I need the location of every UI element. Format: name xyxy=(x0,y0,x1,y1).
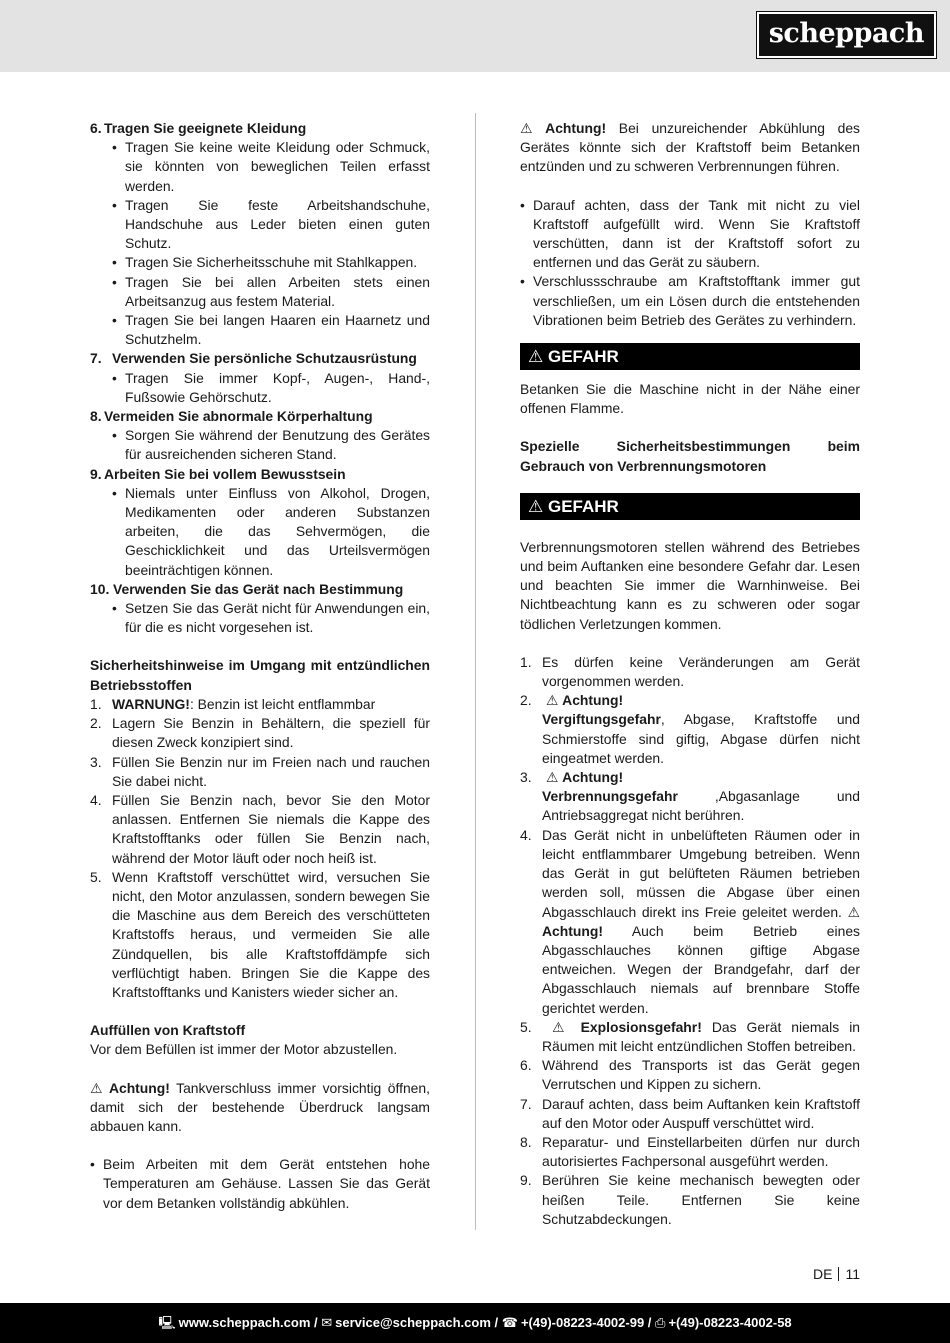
warning-triangle-icon: ⚠ xyxy=(528,496,544,516)
list-item: 7. Darauf achten, dass beim Auftanken kein Kraftstoff auf den Motor oder Auspuff verschüttet wird. xyxy=(520,1095,860,1131)
computer-icon: 🖳 xyxy=(158,1315,176,1330)
header-bar xyxy=(0,0,950,72)
attention-note: ⚠ Achtung! Tankverschluss immer vorsichtig öffnen, damit sich der bestehende Überdruck langsam abbauen kann. xyxy=(90,1079,430,1134)
phone-icon: ☎ xyxy=(501,1315,518,1330)
warning-triangle-icon: ⚠ xyxy=(542,1018,571,1035)
list-item: 8. Reparatur- und Einstellarbeiten dürfen nur durch autorisiertes Fachpersonal ausgeführt werden. xyxy=(520,1133,860,1170)
fax-icon: ⎙ xyxy=(655,1315,666,1330)
fuel-safety-heading: Sicherheitshinweise im Umgang mit entzündlichen Betriebsstoffen xyxy=(90,657,430,693)
list-item: • Niemals unter Einfluss von Alkohol, Drogen, Medikamenten oder anderen Substanzen arbeiten, die das Sehvermögen, die Geschicklichkeit und das Urteilsvermögen beeinträchtigen können. xyxy=(112,484,430,578)
list-item: • Sorgen Sie während der Benutzung des Gerätes für ausreichenden sicheren Stand. xyxy=(112,427,430,463)
list-item: 4. Das Gerät nicht in unbelüfteten Räumen oder in leicht entflammbarer Umgebung betreiben. Wenn das Gerät in gut belüfteten Räumen betrieben werden soll, müssen die Abgase über einen Abgasschlauch direkt ins Freie geleitet werden. ⚠ Achtung! Auch beim Betrieb eines Abgasschlauches können giftige Abgase entweichen. Wegen der Brandgefahr, darf der Abgasschlauch niemals auf brennbare Stoffe gerichtet werden. xyxy=(520,826,860,1016)
list-item: 2. ⚠ Achtung! Vergiftungsgefahr, Abgase, Kraftstoffe und Schmierstoffe sind giftig, Abgase dürfen nicht eingeatmet werden. xyxy=(520,692,860,766)
list-item: 3. Füllen Sie Benzin nur im Freien nach und rauchen Sie dabei nicht. xyxy=(90,753,430,789)
section-heading: 6. Tragen Sie geeignete Kleidung xyxy=(90,120,307,136)
page-number: DE 11 xyxy=(813,1266,860,1282)
section-heading: 8. Vermeiden Sie abnormale Körperhaltung xyxy=(90,408,373,425)
danger-text: Betanken Sie die Maschine nicht in der Nähe einer offenen Flamme. xyxy=(520,381,860,417)
mail-icon: ✉ xyxy=(321,1315,333,1330)
scheppach-logo: scheppach xyxy=(757,12,936,58)
list-item: • Tragen Sie feste Arbeitshandschuhe, Handschuhe aus Leder bieten einen guten Schutz. xyxy=(112,196,430,252)
list-item: • Tragen Sie keine weite Kleidung oder Schmuck, sie könnten von beweglichen Teilen erfasst werden. xyxy=(112,139,430,194)
refuel-text: Vor dem Befüllen ist immer der Motor abzustellen. xyxy=(90,1041,398,1058)
danger-banner: ⚠ GEFAHR xyxy=(520,493,860,520)
contact-bar xyxy=(0,1303,950,1343)
warning-triangle-icon: ⚠ xyxy=(520,120,533,136)
list-item: • Darauf achten, dass der Tank mit nicht zu viel Kraftstoff aufgefüllt wird. Wenn Sie Kraftstoff verschütten, dann ist der Kraftstoff sofort zu entfernen und das Gerät zu säubern. xyxy=(520,196,860,271)
danger-text: Verbrennungsmotoren stellen während des Betriebes und beim Auftanken eine besondere Gefahr dar. Lesen und beachten Sie immer die Warnhinweise. Bei Nichtbeachtung kann es zu schweren oder sogar tödlichen Verletzungen kommen. xyxy=(520,538,860,632)
list-item: 5. Wenn Kraftstoff verschüttet wird, versuchen Sie nicht, den Motor anzulassen, sondern bewegen Sie die Maschine aus dem Bereich des verschütteten Kraftstoffs heraus, und vermeiden Sie alle Zündquellen, bis alle Kraftstoffdämpfe sich verflüchtigt haben. Bringen Sie die Kappe des Kraftstofftanks und Kanisters wieder sicher an. xyxy=(90,868,430,1000)
email-link[interactable]: service@scheppach.com / xyxy=(335,1315,499,1330)
list-item: 4. Füllen Sie Benzin nach, bevor Sie den Motor anlassen. Entfernen Sie niemals die Kappe des Kraftstofftanks oder füllen Sie Benzin nach, während der Motor läuft oder noch heiß ist. xyxy=(90,791,430,866)
section-heading: 9. Arbeiten Sie bei vollem Bewusstsein xyxy=(90,465,346,482)
list-item: 6. Während des Transports ist das Gerät gegen Verrutschen und Kippen zu sichern. xyxy=(520,1057,860,1093)
list-item: • Tragen Sie Sicherheitsschuhe mit Stahlkappen. xyxy=(112,254,418,271)
list-item: 1. Es dürfen keine Veränderungen am Gerät vorgenommen werden. xyxy=(520,653,860,690)
list-item: • Setzen Sie das Gerät nicht für Anwendungen ein, für die es nicht vorgesehen ist. xyxy=(112,600,430,636)
section-heading: 10. Verwenden Sie das Gerät nach Bestimmung xyxy=(90,580,404,597)
list-item: • Tragen Sie bei langen Haaren ein Haarnetz und Schutzhelm. xyxy=(112,312,430,348)
right-column xyxy=(520,119,860,1229)
list-item: • Beim Arbeiten mit dem Gerät entstehen hohe Temperaturen am Gehäuse. Lassen Sie das Gerät vor dem Betanken vollständig abkühlen. xyxy=(90,1156,430,1211)
list-item: • Tragen Sie bei allen Arbeiten stets einen Arbeitsanzug aus festem Material. xyxy=(112,273,430,309)
combustion-heading: Spezielle Sicherheitsbestimmungen beim Gebrauch von Verbrennungsmotoren xyxy=(520,438,860,474)
list-item: 5. ⚠ Explosionsgefahr! Das Gerät niemals in Räumen mit leicht entzündlichen Stoffen betreiben. xyxy=(520,1018,860,1054)
attention-note: ⚠ Achtung! Bei unzureichender Abkühlung des Gerätes könnte sich der Kraftstoff beim Betanken entzünden und zu schweren Verbrennungen führen. xyxy=(520,120,861,175)
website-link[interactable]: www.scheppach.com / xyxy=(178,1315,318,1330)
section-heading: 7. Verwenden Sie persönliche Schutzausrüstung xyxy=(90,350,417,367)
column-divider xyxy=(475,113,476,1230)
list-item: 2. Lagern Sie Benzin in Behältern, die speziell für diesen Zweck konzipiert sind. xyxy=(90,715,430,751)
fax-number: +(49)-08223-4002-58 xyxy=(668,1315,792,1330)
list-item: • Verschlussschraube am Kraftstofftank immer gut verschließen, um ein Lösen durch die entstehenden Vibrationen beim Betrieb des Gerätes zu verhindern. xyxy=(520,273,860,328)
warning-triangle-icon: ⚠ xyxy=(542,769,559,786)
warning-triangle-icon: ⚠ xyxy=(542,692,559,709)
warning-triangle-icon: ⚠ xyxy=(528,347,544,367)
list-item: • Tragen Sie immer Kopf-, Augen-, Hand-, Fußsowie Gehörschutz. xyxy=(112,369,430,405)
list-item: 3. ⚠ Achtung! Verbrennungsgefahr ,Abgasanlage und Antriebsaggregat nicht berühren. xyxy=(520,769,860,824)
phone-number: +(49)-08223-4002-99 / xyxy=(520,1315,652,1330)
list-item: 1. WARNUNG!: Benzin ist leicht entflammbar xyxy=(90,695,376,712)
warning-triangle-icon: ⚠ xyxy=(90,1079,103,1096)
warning-triangle-icon: ⚠ xyxy=(847,903,860,920)
left-column xyxy=(90,119,430,1213)
refuel-heading: Auffüllen von Kraftstoff xyxy=(90,1022,246,1039)
danger-banner: ⚠ GEFAHR xyxy=(520,343,860,370)
list-item: 9. Berühren Sie keine mechanisch bewegten oder heißen Teile. Entfernen Sie keine Schutzabdeckungen. xyxy=(520,1172,860,1227)
